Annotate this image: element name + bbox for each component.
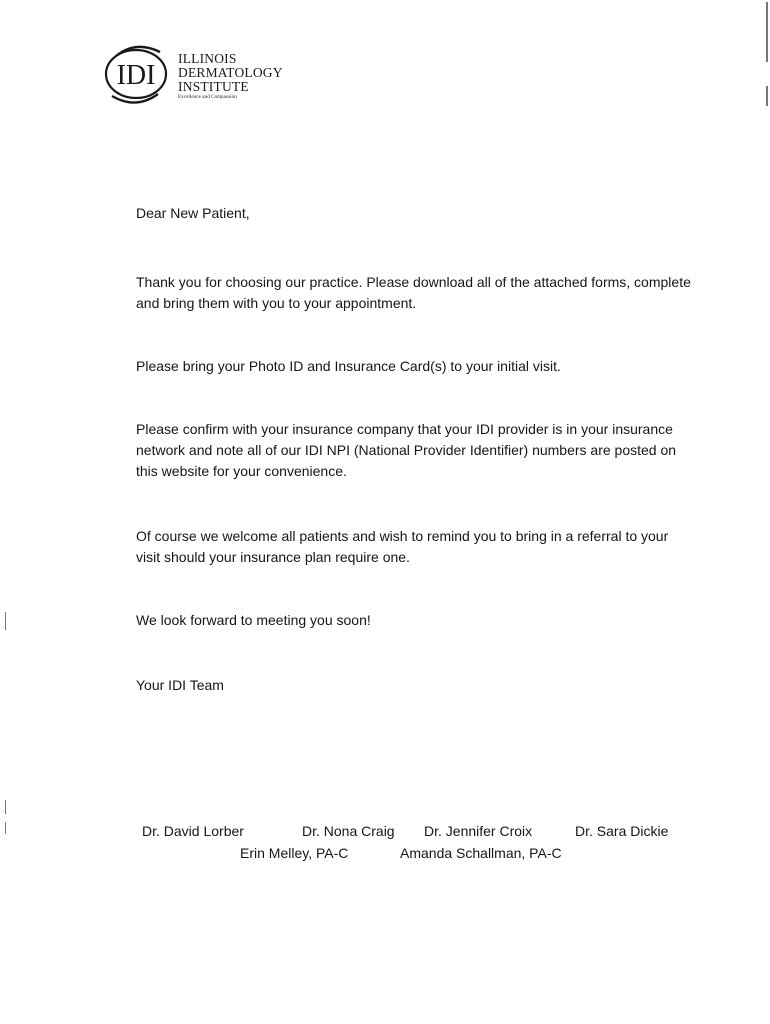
provider-name: Dr. David Lorber <box>142 823 244 839</box>
scan-mark <box>5 612 6 630</box>
logo-line-2: DERMATOLOGY <box>178 65 283 80</box>
logo-tagline: Excellence and Compassion <box>178 95 237 100</box>
provider-name: Dr. Nona Craig <box>302 823 395 839</box>
provider-name: Dr. Jennifer Croix <box>424 823 533 839</box>
logo-wordmark <box>178 52 283 101</box>
practice-logo <box>102 38 312 118</box>
logo-initials: IDI <box>116 60 156 91</box>
logo-line-3: INSTITUTE <box>178 79 249 94</box>
paragraph-closing: We look forward to meeting you soon! <box>136 612 371 628</box>
logo-line-1: ILLINOIS <box>178 51 237 66</box>
paragraph-insurance-network: Please confirm with your insurance company that your IDI provider is in your insurance network and note all of our IDI NPI (National Provider Identifier) numbers are posted on this website for your convenience. <box>136 421 677 479</box>
provider-name: Amanda Schallman, PA-C <box>400 845 562 861</box>
paragraph-photo-id: Please bring your Photo ID and Insurance Card(s) to your initial visit. <box>136 358 561 374</box>
provider-name: Dr. Sara Dickie <box>575 823 669 839</box>
scan-mark <box>5 800 6 814</box>
paragraph-forms: Thank you for choosing our practice. Please download all of the attached forms, complete and bring them with you to your appointment. <box>136 274 691 311</box>
idi-logo-mark-icon <box>102 38 174 110</box>
letter-greeting: Dear New Patient, <box>136 205 250 221</box>
scan-mark <box>766 2 768 62</box>
letter-signoff: Your IDI Team <box>136 677 224 693</box>
paragraph-referral: Of course we welcome all patients and wish to remind you to bring in a referral to your visit should your insurance plan require one. <box>136 528 669 565</box>
provider-name: Erin Melley, PA-C <box>240 845 349 861</box>
scan-mark <box>5 822 6 834</box>
scan-mark <box>766 86 768 106</box>
